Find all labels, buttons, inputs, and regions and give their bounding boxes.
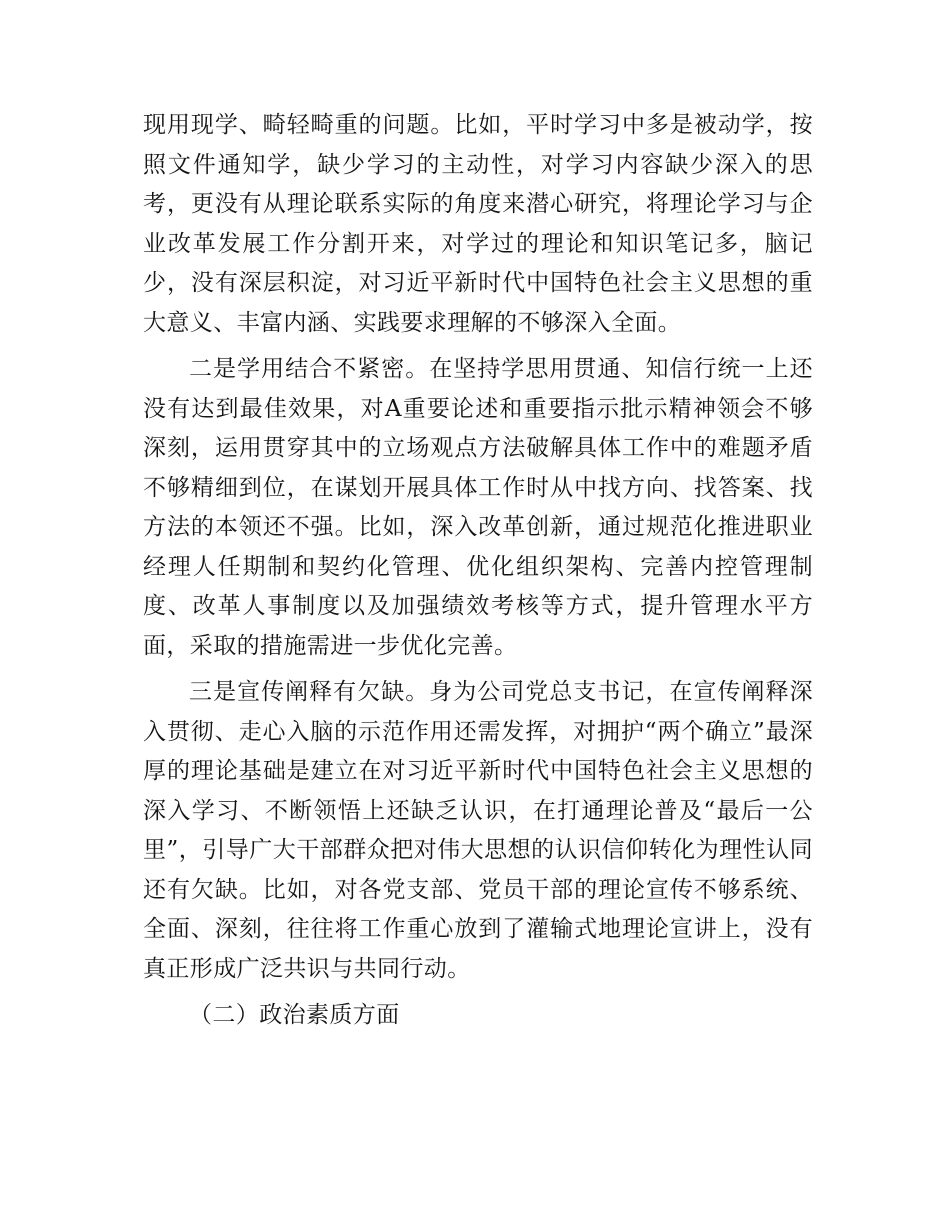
paragraph-publicity: 三是宣传阐释有欠缺。身为公司党总支书记，在宣传阐释深入贯彻、走心入脑的示范作用还需发挥，对拥护“两个确立”最深厚的理论基础是建立在对习近平新时代中国特色社会主义思想的深入学习、不断领悟上还缺乏认识，在打通理论普及“最后一公里”，引导广大干部群众把对伟大思想的认识信仰转化为理性认同还有欠缺。比如，对各党支部、党员干部的理论宣传不够系统、全面、深刻，往往将工作重心放到了灌输式地理论宣讲上，没有真正形成广泛共识与共同行动。	[143, 679, 813, 982]
paragraph-study-application: 二是学用结合不紧密。在坚持学思用贯通、知信行统一上还没有达到最佳效果，对A重要论述和重要指示批示精神领会不够深刻，运用贯穿其中的立场观点方法破解具体工作中的难题矛盾不够精细到位，在谋划开展具体工作时从中找方向、找答案、找方法的本领还不强。比如，深入改革创新，通过规范化推进职业经理人任期制和契约化管理、优化组织架构、完善内控管理制度、改革人事制度以及加强绩效考核等方式，提升管理水平方面，采取的措施需进一步优化完善。	[143, 356, 813, 659]
paragraph-continuation: 现用现学、畸轻畸重的问题。比如，平时学习中多是被动学，按照文件通知学，缺少学习的主动性，对学习内容缺少深入的思考，更没有从理论联系实际的角度来潜心研究，将理论学习与企业改革发展工作分割开来，对学过的理论和知识笔记多，脑记少，没有深层积淀，对习近平新时代中国特色社会主义思想的重大意义、丰富内涵、实践要求理解的不够深入全面。	[143, 112, 813, 336]
section-heading: （二）政治素质方面	[189, 1002, 400, 1028]
document-body	[143, 106, 813, 1036]
